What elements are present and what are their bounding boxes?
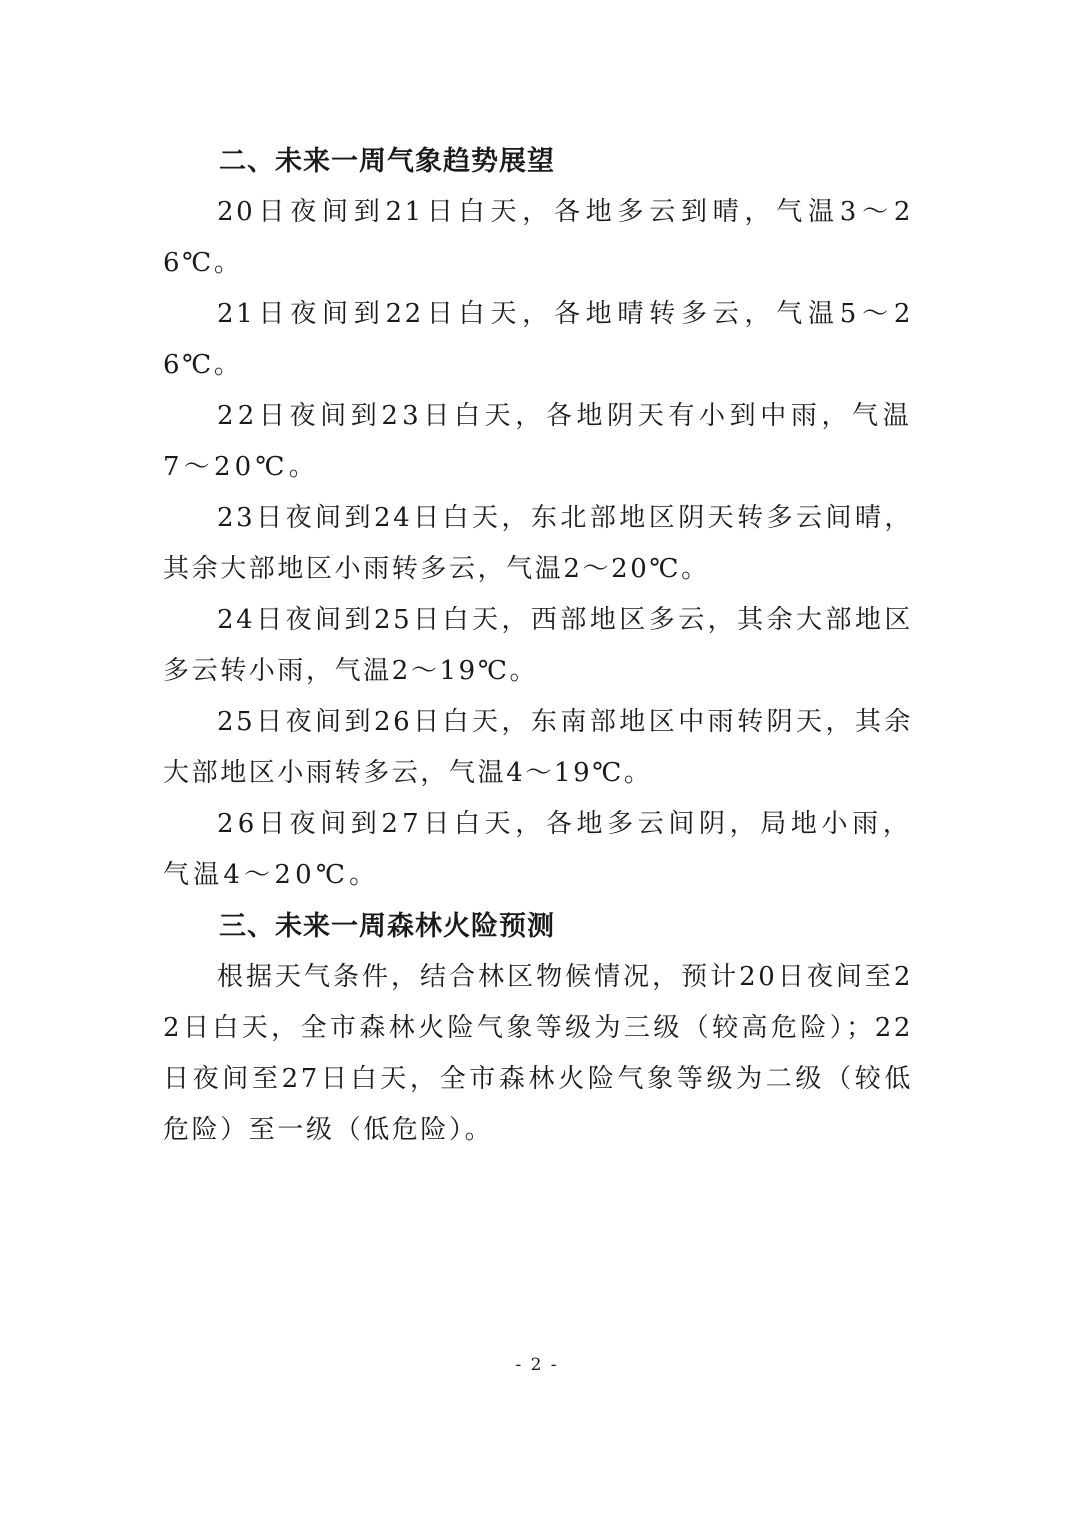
section-2-heading: 二、未来一周气象趋势展望 [219,146,555,177]
page-number: - 2 - [515,1355,559,1375]
page-content [163,136,913,1156]
forecast-day-24: 24日夜间到25日白天，西部地区多云，其余大部地区多云转小雨，气温2～19℃。 [163,605,913,686]
forecast-day-25: 25日夜间到26日白天，东南部地区中雨转阴天，其余大部地区小雨转多云，气温4～19℃。 [163,707,913,788]
section-3-heading: 三、未来一周森林火险预测 [219,911,555,942]
forecast-day-22: 22日夜间到23日白天，各地阴天有小到中雨，气温7～20℃。 [163,401,913,482]
forecast-day-21: 21日夜间到22日白天，各地晴转多云，气温5～26℃。 [163,299,913,380]
fire-risk-paragraph: 根据天气条件，结合林区物候情况，预计20日夜间至22日白天，全市森林火险气象等级为三级（较高危险）；22日夜间至27日白天，全市森林火险气象等级为二级（较低危险）至一级（低危险）。 [163,962,913,1145]
forecast-day-26: 26日夜间到27日白天，各地多云间阴，局地小雨，气温4～20℃。 [163,809,913,890]
forecast-day-20: 20日夜间到21日白天，各地多云到晴，气温3～26℃。 [163,197,913,278]
forecast-day-23: 23日夜间到24日白天，东北部地区阴天转多云间晴，其余大部地区小雨转多云，气温2～20℃。 [163,503,913,584]
